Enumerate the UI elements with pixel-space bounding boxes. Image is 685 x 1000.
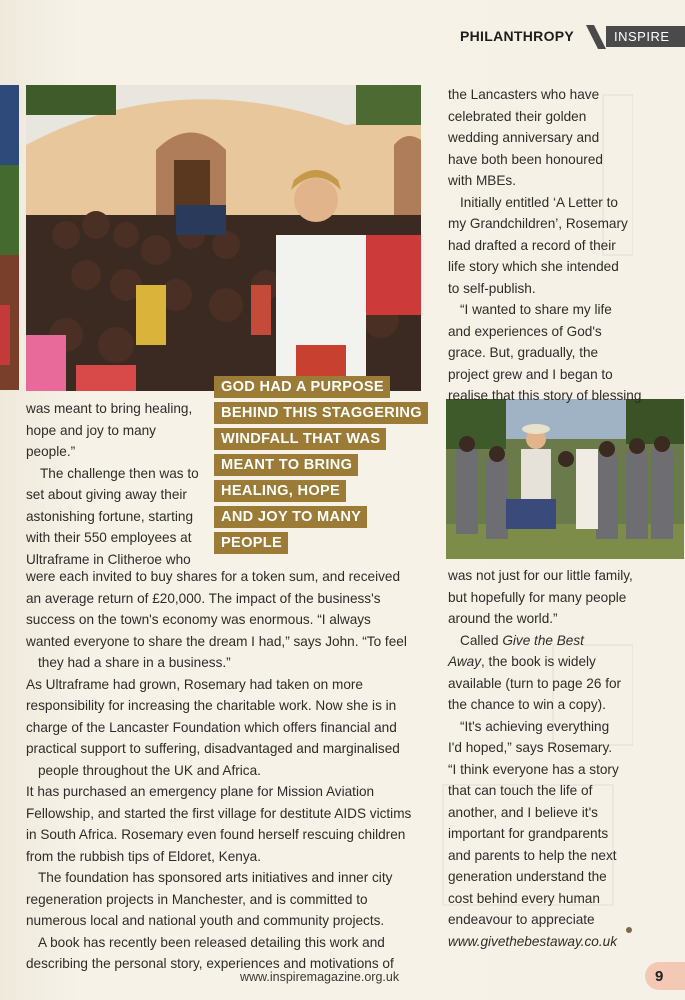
article-column-right-top: the Lancasters who have celebrated their golden wedding anniversary and have both been honoured with MBEs. Initially entitled ‘A Letter to my Grandchildren’, Rosemary had drafted a record of their life story which she intended to self-publish. “I wanted to share my life and experiences of God's grace. But, gradually, the project grew and I began to realise that this story of blessing [448,87,642,403]
pull-quote-line: PEOPLE [214,532,288,554]
end-of-article-bullet-icon [626,927,632,933]
pull-quote-line: WINDFALL THAT WAS [214,428,386,450]
group-photo-children-in-uniform [446,399,684,559]
paragraph: was meant to bring healing, hope and joy to many people.” [26,401,193,459]
footer-website[interactable]: www.inspiremagazine.org.uk [240,970,400,984]
article-column-left-narrow [26,398,216,570]
left-edge-photo [0,85,19,390]
section-label: PHILANTHROPY [460,28,575,44]
article-column-left-wide: were each invited to buy shares for a token sum, and received an average return of £20,000. The impact of the business's success on the town's economy was enormous. “I always wanted everyone to share the dream I had,” says John. “To feel they had a share in a business.” As Ultraframe had grown, Rosemary had taken on more responsibility for increasing the charitable work. Now she is in charge of the Lancaster Foundation which offers financial and practical support to suffering, disadvantaged and marginalised people throughout the UK and Africa. It has purchased an emergency plane for Mission Aviation Fellowship, and started the first village for destitute AIDS victims in South Africa. Rosemary even found herself rescuing children from the rubbish tips of Eldoret, Kenya. The foundation has sponsored arts initiatives and inner city regeneration projects in Manchester, and is committed to numerous local and national youth and community projects. A book has recently been released detailing this work and describing the personal story, experiences and motivations of [26,569,412,971]
header-slash-icon [586,25,606,49]
magazine-tag: INSPIRE [606,26,685,47]
pull-quote-line: HEALING, HOPE [214,480,346,502]
pull-quote-line: GOD HAD A PURPOSE [214,376,390,398]
page-number-tab [645,962,685,990]
pull-quote-line: MEANT TO BRING [214,454,358,476]
page-number: 9 [655,968,664,985]
section-header [438,25,685,49]
article-column-right-bottom: was not just for our little family, but hopefully for many people around the world.” Called Give the Best Away, the book is widely available (turn to page 26 for the chance to win a copy). “It's achieving everything I'd hoped,” says Rosemary. “I think everyone has a story that can touch the life of another, and I believe it's important for grandparents and parents to help the next generation understand the cost behind every human endeavour to appreciate www.givethebestaway.co.uk [448,568,633,949]
pull-quote-line: AND JOY TO MANY [214,506,367,528]
website-link[interactable]: www.givethebestaway.co.uk [448,933,617,949]
main-photo-rosemary-with-children [26,85,421,391]
pull-quote [214,376,444,558]
pull-quote-line: BEHIND THIS STAGGERING [214,402,428,424]
paragraph: The challenge then was to set about giving away their astonishing fortune, starting with their 550 employees at Ultraframe in Clitheroe who [26,465,199,567]
